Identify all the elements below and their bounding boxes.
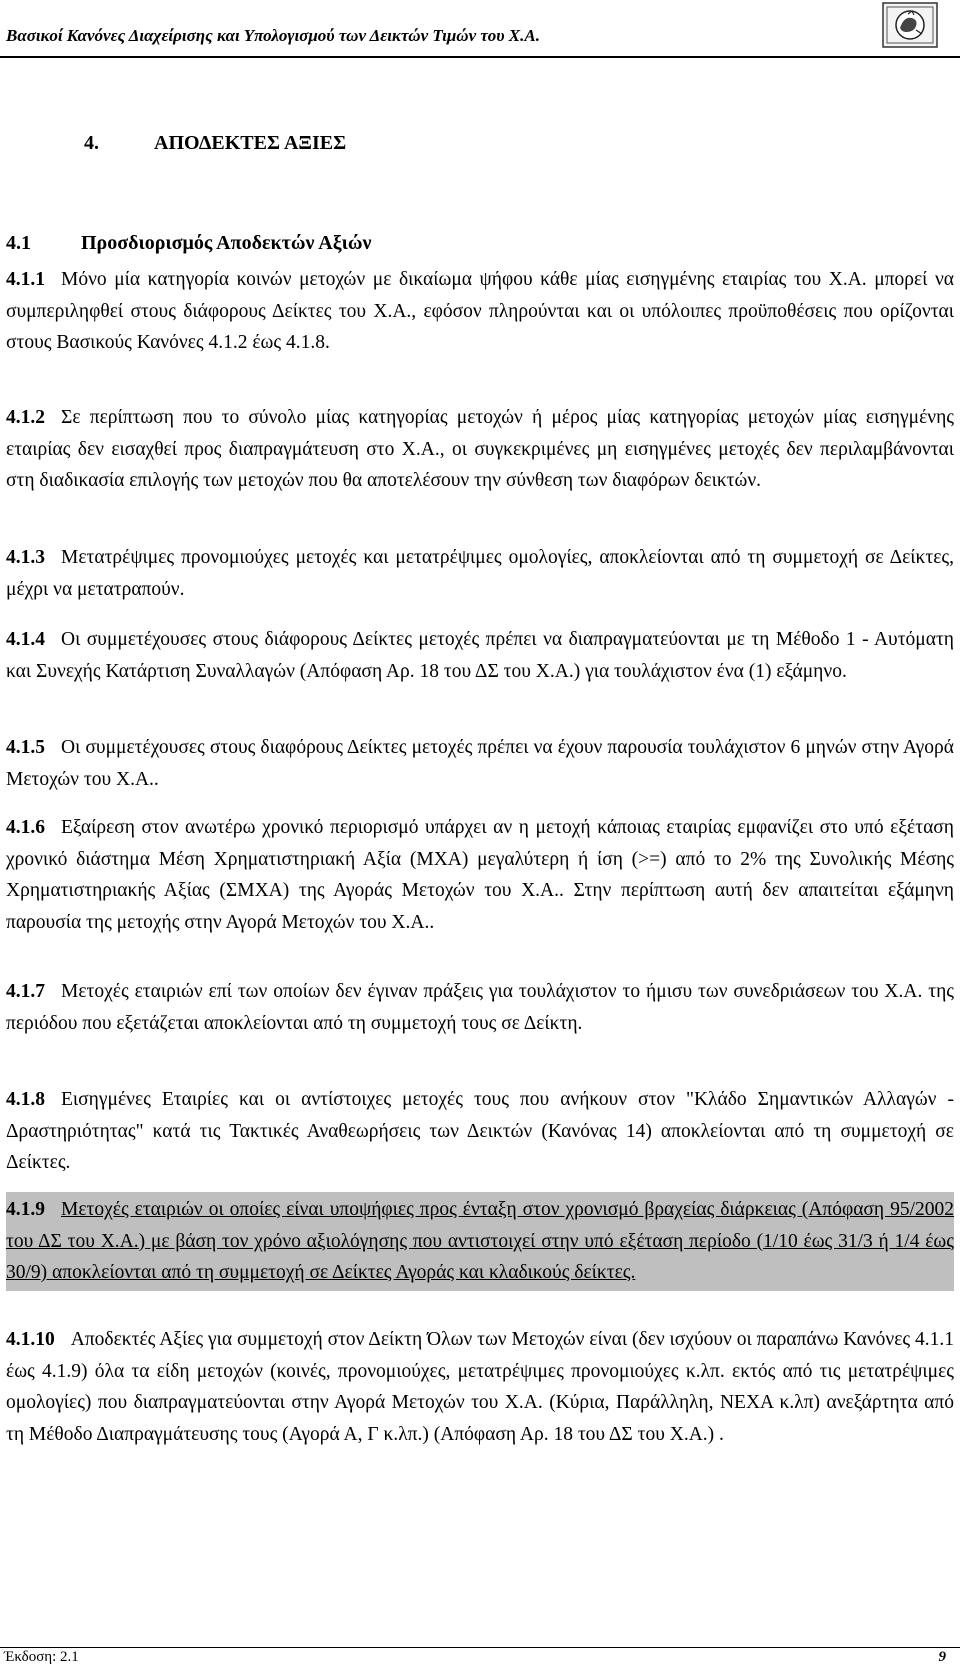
paragraph-text: Αποδεκτές Αξίες για συμμετοχή στον Δείκτη Όλων των Μετοχών είναι (δεν ισχύουν οι παραπάνω Κανόνες 4.1.1 έως 4.1.9) όλα τα είδη μετοχών (κοινές, προνομιούχες, μετατρέψιμες προνομιούχες κ.λπ. εκτός από τις μετατρέψιμες ομολογίες) που διαπραγματεύονται στην Αγορά Μετοχών του Χ.Α. (Κύρια, Παράλληλη, ΝΕΧΑ κ.λπ) ανεξάρτητα από τη Μέθοδο Διαπραγμάτευσης τους (Αγορά Α, Γ κ.λπ.) (Απόφαση Αρ. 18 του ΔΣ του Χ.Α.) . <box>6 1329 954 1445</box>
paragraph-number: 4.1.5 <box>6 737 45 758</box>
footer-divider <box>0 1647 960 1648</box>
section-heading <box>6 232 371 255</box>
paragraph-number: 4.1.6 <box>6 817 45 838</box>
paragraph-number: 4.1.3 <box>6 547 45 568</box>
paragraph-text: Μόνο μία κατηγορία κοινών μετοχών με δικαίωμα ψήφου κάθε μίας εισηγμένης εταιρίας του Χ.Α. μπορεί να συμπεριληφθεί στους διάφορους Δείκτες του Χ.Α., εφόσον πληρούνται και οι υπόλοιπες προϋποθέσεις που ορίζονται στους Βασικούς Κανόνες 4.1.2 έως 4.1.8. <box>6 269 954 353</box>
paragraph-4-1-7 <box>6 976 954 1039</box>
paragraph-4-1-9-highlighted <box>6 1192 954 1291</box>
paragraph-text: Μετοχές εταιριών οι οποίες είναι υποψήφιες προς ένταξη στον χρονισμό βραχείας διάρκειας (Απόφαση 95/2002 του ΔΣ του Χ.Α.) με βάση τον χρόνο αξιολόγησης που αντιστοιχεί στην υπό εξέταση περίοδο (1/10 έως 31/3 ή 1/4 έως 30/9) αποκλείονται από τη συμμετοχή σε Δείκτες Αγοράς και κλαδικούς δείκτες. <box>6 1199 954 1283</box>
chapter-heading <box>84 132 346 155</box>
paragraph-4-1-1 <box>6 264 954 359</box>
paragraph-text: Εξαίρεση στον ανωτέρω χρονικό περιορισμό υπάρχει αν η μετοχή κάποιας εταιρίας εμφανίζει στο υπό εξέταση χρονικό διάστημα Μέση Χρηματιστηριακή Αξία (ΜΧΑ) μεγαλύτερη ή ίση (>=) από το 2% της Συνολικής Μέσης Χρηματιστηριακής Αξίας (ΣΜΧΑ) της Αγοράς Μετοχών του Χ.Α.. Στην περίπτωση αυτή δεν απαιτείται εξάμηνη παρουσία της μετοχής στην Αγορά Μετοχών του Χ.Α.. <box>6 817 954 933</box>
header-divider <box>0 56 960 58</box>
paragraph-number: 4.1.7 <box>6 981 45 1002</box>
paragraph-text: Οι συμμετέχουσες στους διαφόρους Δείκτες μετοχές πρέπει να έχουν παρουσία τουλάχιστον 6 μηνών στην Αγορά Μετοχών του Χ.Α.. <box>6 737 954 790</box>
header-title: Βασικοί Κανόνες Διαχείρισης και Υπολογισμού των Δεικτών Τιμών του Χ.Α. <box>6 26 540 45</box>
paragraph-4-1-2 <box>6 402 954 497</box>
paragraph-text: Μετοχές εταιριών επί των οποίων δεν έγιναν πράξεις για τουλάχιστον το ήμισυ των συνεδριάσεων του Χ.Α. της περιόδου που εξετάζεται αποκλείονται από τη συμμετοχή τους σε Δείκτη. <box>6 981 954 1034</box>
paragraph-number: 4.1.10 <box>6 1329 55 1350</box>
paragraph-text: Οι συμμετέχουσες στους διάφορους Δείκτες μετοχές πρέπει να διαπραγματεύονται με τη Μέθοδο 1 - Αυτόματη και Συνεχής Κατάρτιση Συναλλαγών (Απόφαση Αρ. 18 του ΔΣ του Χ.Α.) για τουλάχιστον ένα (1) εξάμηνο. <box>6 629 954 682</box>
exchange-logo-icon <box>882 2 938 48</box>
chapter-title: ΑΠΟΔΕΚΤΕΣ ΑΞΙΕΣ <box>154 132 347 154</box>
paragraph-4-1-5 <box>6 732 954 795</box>
paragraph-4-1-6 <box>6 812 954 938</box>
paragraph-number: 4.1.4 <box>6 629 45 650</box>
paragraph-number: 4.1.9 <box>6 1199 45 1220</box>
paragraph-4-1-10 <box>6 1324 954 1450</box>
paragraph-4-1-8 <box>6 1084 954 1179</box>
paragraph-text: Σε περίπτωση που το σύνολο μίας κατηγορίας μετοχών ή μέρος μίας κατηγορίας μετοχών μίας εισηγμένης εταιρίας δεν εισαχθεί προς διαπραγμάτευση στο Χ.Α., οι συγκεκριμένες μη εισηγμένες μετοχές δεν περιλαμβάνονται στη διαδικασία επιλογής των μετοχών που θα αποτελέσουν την σύνθεση των διαφόρων δεικτών. <box>6 407 954 491</box>
paragraph-4-1-4 <box>6 624 954 687</box>
paragraph-number: 4.1.8 <box>6 1089 45 1110</box>
section-title: Προσδιορισμός Αποδεκτών Αξιών <box>81 232 372 254</box>
paragraph-number: 4.1.2 <box>6 407 45 428</box>
chapter-number: 4. <box>84 132 99 154</box>
paragraph-4-1-3 <box>6 542 954 605</box>
paragraph-text: Μετατρέψιμες προνομιούχες μετοχές και μετατρέψιμες ομολογίες, αποκλείονται από τη συμμετοχή σε Δείκτες, μέχρι να μετατραπούν. <box>6 547 954 600</box>
footer-edition: Έκδοση: 2.1 <box>4 1649 79 1665</box>
paragraph-number: 4.1.1 <box>6 269 45 290</box>
paragraph-text: Εισηγμένες Εταιρίες και οι αντίστοιχες μετοχές τους που ανήκουν στον "Κλάδο Σημαντικών Αλλαγών - Δραστηριότητας" κατά τις Τακτικές Αναθεωρήσεις των Δεικτών (Κανόνας 14) αποκλείονται από τη συμμετοχή σε Δείκτες. <box>6 1089 954 1173</box>
page-number: 9 <box>938 1649 946 1665</box>
section-number: 4.1 <box>6 232 31 254</box>
page-header <box>0 0 960 58</box>
